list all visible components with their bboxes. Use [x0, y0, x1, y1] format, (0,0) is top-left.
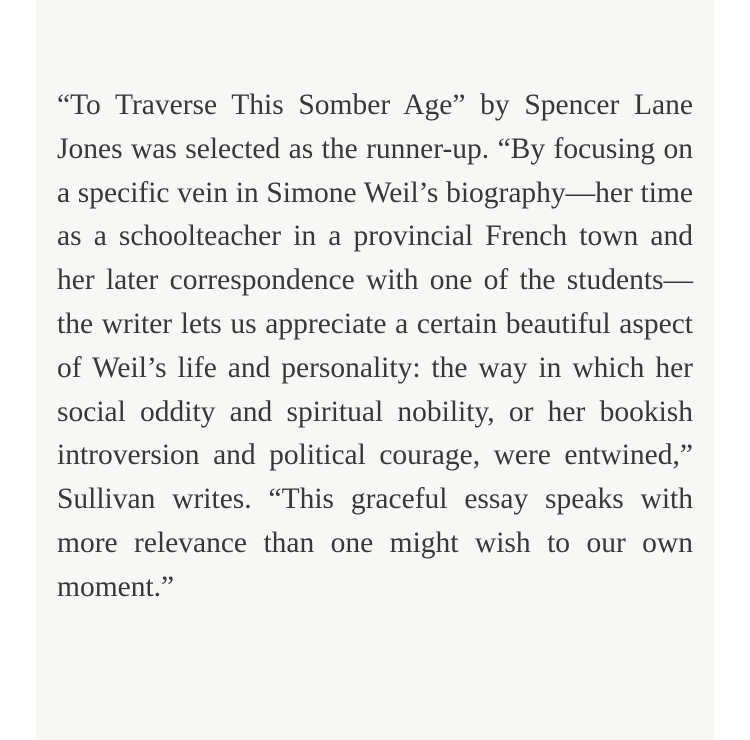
article-panel	[36, 0, 714, 740]
article-paragraph: “To Traverse This Somber Age” by Spencer Lane Jones was selected as the runner-up. “By focusing on a specific vein in Simone Weil’s biography—her time as a schoolteacher in a provincial French town and her later correspondence with one of the students—the writer lets us appreciate a certain beautiful aspect of Weil’s life and personality: the way in which her social oddity and spiritual nobility, or her bookish introversion and political courage, were entwined,” Sullivan writes. “This graceful essay speaks with more relevance than one might wish to our own moment.”	[57, 89, 693, 603]
